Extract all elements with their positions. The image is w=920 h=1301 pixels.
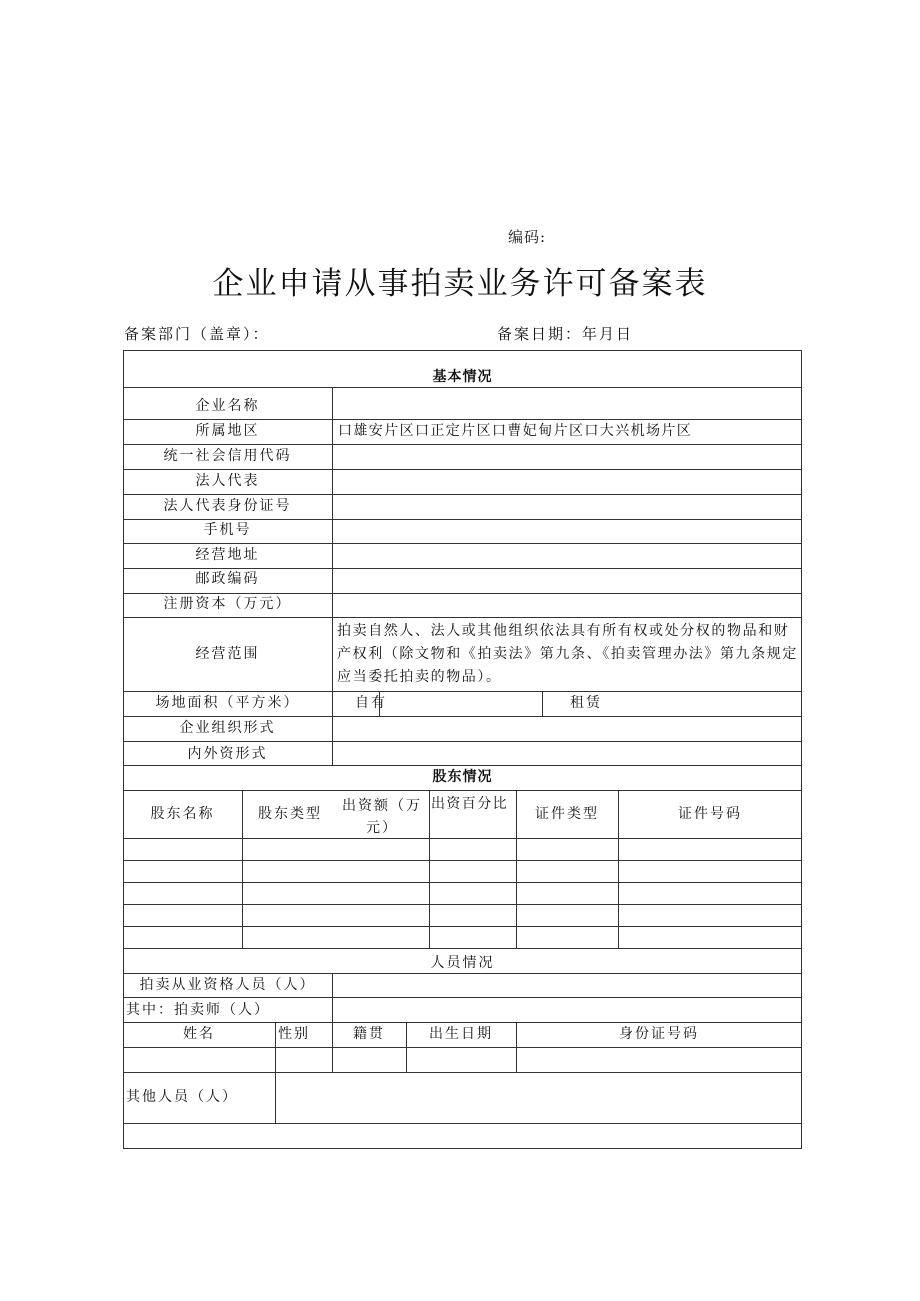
row-divider: [123, 617, 802, 618]
row-divider: [123, 519, 802, 520]
page-title: 企业申请从事拍卖业务许可备案表: [212, 266, 708, 302]
row-divider: [123, 1022, 802, 1023]
row-divider: [123, 860, 802, 861]
label-other-staff: 其他人员（人）: [126, 1089, 238, 1105]
row-divider: [123, 716, 802, 717]
label-investment-form: 内外资形式: [187, 746, 268, 762]
section-title-basic: 基本情况: [432, 369, 493, 385]
column-header: 出资百分比: [431, 796, 508, 812]
label-credit-code: 统一社会信用代码: [163, 448, 292, 464]
column-header: 股东类型: [258, 806, 322, 822]
row-divider: [123, 494, 802, 495]
section-title-shareholders: 股东情况: [432, 769, 493, 785]
label-leased: 租赁: [570, 695, 602, 711]
label-legal-rep-id: 法人代表身份证号: [163, 498, 292, 514]
label-mobile: 手机号: [203, 522, 252, 538]
section-title-personnel: 人员情况: [430, 955, 495, 971]
label-org-form: 企业组织形式: [179, 720, 276, 736]
row-divider: [123, 790, 802, 791]
column-header: 证件号码: [678, 806, 742, 822]
label-capital: 注册资本（万元）: [163, 596, 292, 612]
row-divider: [123, 691, 802, 692]
label-owned: 自有: [355, 695, 387, 711]
region-options: 口雄安片区口正定片区口曹妃甸片区口大兴机场片区: [338, 423, 693, 439]
column-divider: [542, 691, 543, 716]
row-divider: [123, 948, 802, 949]
column-divider: [332, 387, 333, 765]
label-qualified-staff: 拍卖从业资格人员（人）: [139, 977, 316, 993]
label-auctioneers: 其中：拍卖师（人）: [126, 1002, 270, 1018]
label-business-scope: 经营范围: [195, 646, 260, 662]
row-divider: [123, 469, 802, 470]
row-divider: [123, 926, 802, 927]
column-header: 出生日期: [429, 1026, 493, 1042]
row-divider: [123, 765, 802, 766]
row-divider: [123, 1123, 802, 1124]
row-divider: [123, 973, 802, 974]
row-divider: [123, 419, 802, 420]
row-divider: [123, 1072, 802, 1073]
column-header: 性别: [278, 1026, 310, 1042]
column-header: 股东名称: [150, 806, 215, 822]
row-divider: [123, 997, 802, 998]
row-divider: [123, 741, 802, 742]
column-divider: [429, 790, 430, 948]
column-divider: [332, 973, 333, 1072]
label-site-area: 场地面积（平方米）: [155, 695, 300, 711]
row-divider: [123, 387, 802, 388]
row-divider: [123, 838, 802, 839]
row-divider: [123, 543, 802, 544]
filing-department-label: 备案部门（盖章）：: [124, 325, 270, 343]
row-divider: [123, 568, 802, 569]
label-postcode: 邮政编码: [195, 571, 260, 587]
row-divider: [123, 593, 802, 594]
column-header: 出资额（万元）: [342, 798, 422, 836]
column-header: 姓名: [183, 1026, 215, 1042]
filing-date-label: 备案日期：年月日: [497, 325, 634, 343]
column-header: 证件类型: [535, 806, 599, 822]
label-legal-rep: 法人代表: [195, 473, 260, 489]
business-scope-text: 拍卖自然人、法人或其他组织依法具有所有权或处分权的物品和财产权利（除文物和《拍卖法》第九条、《拍卖管理办法》第九条规定应当委托拍卖的物品）。: [337, 623, 798, 685]
label-address: 经营地址: [195, 547, 260, 563]
row-divider: [123, 444, 802, 445]
row-divider: [123, 904, 802, 905]
code-label: 编码:: [508, 228, 547, 246]
column-header: 身份证号码: [619, 1026, 699, 1042]
label-region: 所属地区: [195, 423, 260, 439]
column-header: 籍贯: [353, 1026, 385, 1042]
column-divider: [275, 1022, 276, 1123]
row-divider: [123, 1047, 802, 1048]
row-divider: [123, 882, 802, 883]
label-company-name: 企业名称: [195, 398, 260, 414]
